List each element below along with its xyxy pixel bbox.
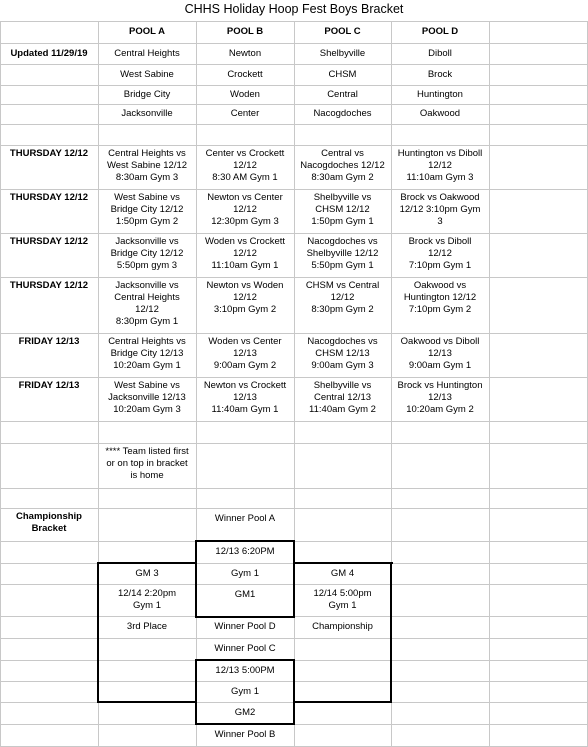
bracket-line xyxy=(97,562,99,703)
team-cell: CHSM xyxy=(328,68,357,80)
game-cell: Central Heights vs Bridge City 12/13 10:20am Gym 1 xyxy=(108,336,186,371)
home-team-note: **** Team listed first or on top in bracket is home xyxy=(105,446,189,481)
bracket-line xyxy=(293,540,295,618)
team-cell: Jacksonville xyxy=(121,108,173,119)
game-cell: Shelbyville vs CHSM 12/12 1:50pm Gym 1 xyxy=(311,192,374,227)
bracket-line xyxy=(97,562,197,564)
bracket-line xyxy=(195,540,197,618)
game-cell: Center vs Crockett 12/12 8:30 AM Gym 1 xyxy=(205,148,285,183)
team-cell: Center xyxy=(230,108,260,119)
game-cell: Woden vs Crockett 12/12 11:10am Gym 1 xyxy=(204,236,286,271)
team-cell: Crockett xyxy=(227,68,263,80)
grid-line xyxy=(0,638,588,639)
day-label: THURSDAY 12/12 xyxy=(9,192,89,203)
game-cell: Brock vs Diboll 12/12 7:10pm Gym 1 xyxy=(408,236,472,271)
game-cell: Jacksonville vs Central Heights 12/12 8:30pm Gym 1 xyxy=(114,280,180,327)
bracket-line xyxy=(195,659,295,661)
game-cell: West Sabine vs Jacksonville 12/13 10:20am Gym 3 xyxy=(108,380,186,415)
gm2-time: 12/13 5:00PM xyxy=(215,664,275,676)
game-cell: Central vs Nacogdoches 12/12 8:30am Gym 2 xyxy=(300,148,385,183)
gm2-gym: Gym 1 xyxy=(231,685,259,697)
game-cell: West Sabine vs Bridge City 12/12 1:50pm Gym 2 xyxy=(110,192,184,227)
grid-line xyxy=(0,488,588,489)
bracket-line xyxy=(97,701,197,703)
game-cell: CHSM vs Central 12/12 8:30pm Gym 2 xyxy=(305,280,380,315)
day-label: FRIDAY 12/13 xyxy=(18,336,80,347)
team-cell: Central Heights xyxy=(114,47,180,59)
winner-pool-a: Winner Pool A xyxy=(214,512,276,524)
bracket-line xyxy=(293,659,295,725)
team-cell: Huntington xyxy=(417,88,463,100)
day-label: THURSDAY 12/12 xyxy=(9,236,89,247)
championship-game-label: Championship xyxy=(312,621,373,632)
gm1-gym: Gym 1 xyxy=(231,567,259,579)
game-cell: Woden vs Center 12/13 9:00am Gym 2 xyxy=(208,336,282,371)
bracket-line xyxy=(195,659,197,725)
game-cell: Huntington vs Diboll 12/12 11:10am Gym 3 xyxy=(397,148,483,183)
bracket-line xyxy=(390,562,392,703)
team-cell: Brock xyxy=(427,68,453,80)
header-pool-c: POOL C xyxy=(324,26,361,37)
header-pool-d: POOL D xyxy=(421,26,459,37)
game-cell: Newton vs Crockett 12/13 11:40am Gym 1 xyxy=(203,380,287,415)
team-cell: Newton xyxy=(228,47,262,59)
header-pool-b: POOL B xyxy=(226,26,264,37)
game-cell: Nacogdoches vs CHSM 12/13 9:00am Gym 3 xyxy=(307,336,378,371)
team-cell: Woden xyxy=(230,88,260,100)
team-cell: Central xyxy=(327,88,358,100)
gm3-label: GM 3 xyxy=(135,567,159,579)
third-place-label: 3rd Place xyxy=(126,621,168,632)
sheet-title: CHHS Holiday Hoop Fest Boys Bracket xyxy=(184,2,404,16)
game-cell: Central Heights vs West Sabine 12/12 8:30am Gym 3 xyxy=(106,148,188,183)
team-cell: Oakwood xyxy=(419,108,461,119)
team-cell: Nacogdoches xyxy=(313,108,372,119)
updated-label: Updated 11/29/19 xyxy=(10,47,88,59)
bracket-line xyxy=(293,562,393,564)
grid-line xyxy=(0,421,588,422)
gm2-label: GM2 xyxy=(234,707,256,718)
gm1-label: GM1 xyxy=(234,589,256,600)
gm4-time: 12/14 5:00pm Gym 1 xyxy=(313,588,372,611)
game-cell: Newton vs Center 12/12 12:30pm Gym 3 xyxy=(207,192,283,227)
bracket-line xyxy=(195,540,295,542)
gm1-time: 12/13 6:20PM xyxy=(215,546,275,557)
winner-pool-b: Winner Pool B xyxy=(214,729,276,740)
team-cell: Bridge City xyxy=(123,88,171,100)
gm4-label: GM 4 xyxy=(330,567,355,579)
day-label: THURSDAY 12/12 xyxy=(9,280,89,291)
team-cell: Shelbyville xyxy=(319,47,366,59)
winner-pool-d: Winner Pool D xyxy=(214,621,276,632)
game-cell: Jacksonville vs Bridge City 12/12 5:50pm gym 3 xyxy=(110,236,184,271)
game-cell: Brock vs Oakwood 12/12 3:10pm Gym 3 xyxy=(399,192,481,227)
header-pool-a: POOL A xyxy=(129,26,165,37)
game-cell: Oakwood vs Diboll 12/13 9:00am Gym 1 xyxy=(400,336,480,371)
game-cell: Nacogdoches vs Shelbyville 12/12 5:50pm Gym 1 xyxy=(306,236,379,271)
day-label: THURSDAY 12/12 xyxy=(9,148,89,159)
game-cell: Newton vs Woden 12/12 3:10pm Gym 2 xyxy=(206,280,284,315)
winner-pool-c: Winner Pool C xyxy=(214,643,276,654)
gm3-time: 12/14 2:20pm Gym 1 xyxy=(117,588,177,611)
game-cell: Oakwood vs Huntington 12/12 7:10pm Gym 2 xyxy=(403,280,477,315)
game-cell: Shelbyville vs Central 12/13 11:40am Gym 2 xyxy=(309,380,376,415)
bracket-line xyxy=(195,723,295,725)
bracket-line xyxy=(195,616,295,618)
grid-line xyxy=(0,124,588,125)
grid-line xyxy=(0,443,588,444)
team-cell: Diboll xyxy=(428,47,452,59)
team-cell: West Sabine xyxy=(120,68,174,80)
bracket-line xyxy=(293,701,392,703)
day-label: FRIDAY 12/13 xyxy=(18,380,80,391)
championship-label: Championship Bracket xyxy=(16,511,82,534)
game-cell: Brock vs Huntington 12/13 10:20am Gym 2 xyxy=(397,380,483,415)
